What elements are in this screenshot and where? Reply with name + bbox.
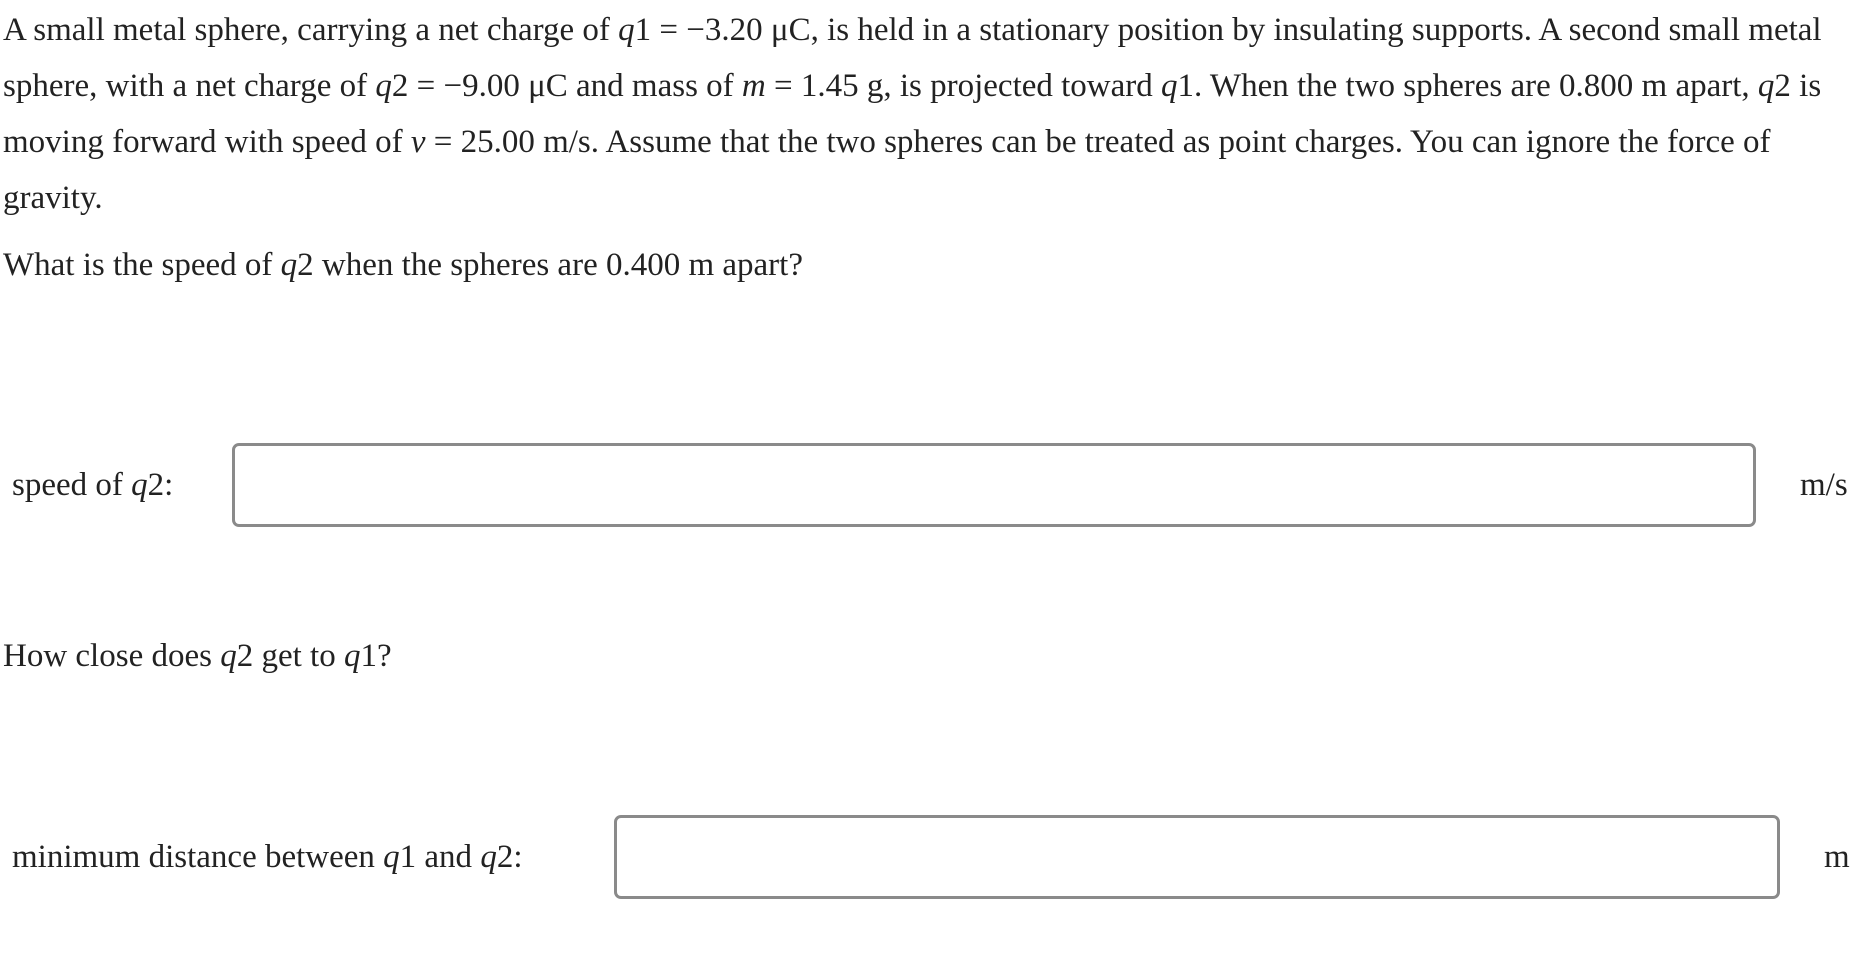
distance-label: minimum distance between q1 and q2: <box>12 839 523 875</box>
speed-unit: m/s <box>1800 467 1848 503</box>
answer-row-distance <box>0 815 1858 899</box>
speed-label: speed of q2: <box>12 467 174 503</box>
problem-paragraph: A small metal sphere, carrying a net charge of q1 = −3.20 μC, is held in a stationary position by insulating supports. A second small metal sphere, with a net charge of q2 = −9.00 μC and mass of m = 1.45 g, is projected toward q1. When the two spheres are 0.800 m apart, q2 is moving forward with speed of v = 25.00 m/s. Assume that the two spheres can be treated as point charges. You can ignore the force of gravity. <box>3 12 1822 216</box>
answer-row-speed <box>0 443 1858 527</box>
distance-input[interactable] <box>614 815 1780 899</box>
distance-unit: m <box>1824 839 1850 875</box>
question-min-distance: How close does q2 get to q1? <box>3 638 392 674</box>
speed-input[interactable] <box>232 443 1756 527</box>
problem-statement <box>3 2 1853 226</box>
question-speed: What is the speed of q2 when the spheres are 0.400 m apart? <box>3 247 803 283</box>
